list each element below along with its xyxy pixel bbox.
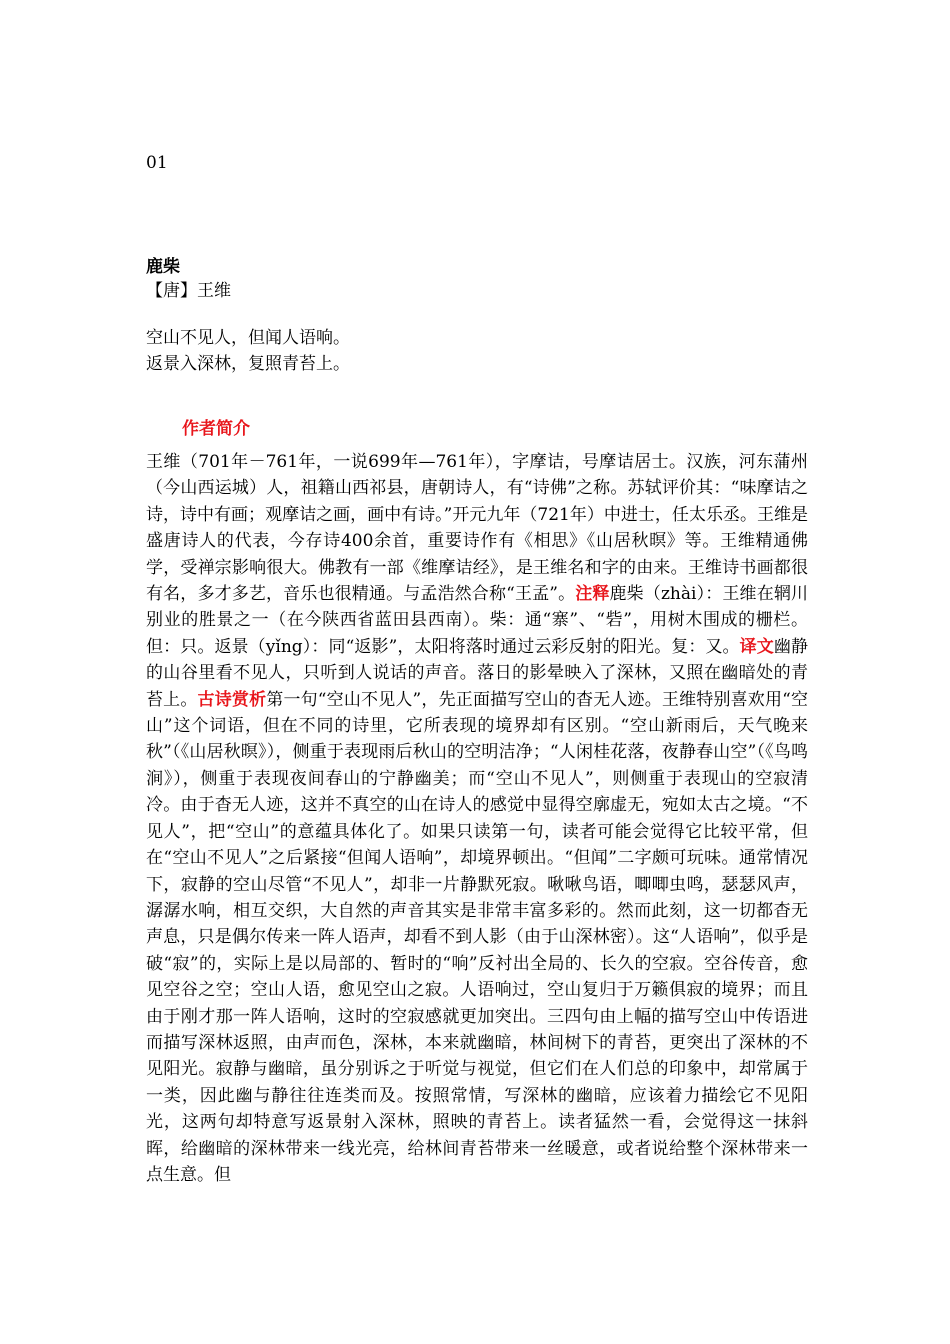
translation-label: 译文 — [739, 636, 774, 657]
poem-body — [146, 325, 350, 377]
translation-text: 幽静的山谷里看不见人，只听到人说话的声音。落日的影晕映入了深林，又照在幽暗处的青苔上。 — [146, 636, 809, 710]
poem-author: 【唐】王维 — [146, 281, 231, 301]
page-number: 01 — [146, 153, 168, 173]
author-intro-text: 王维（701年－761年，一说699年—761年），字摩诘，号摩诘居士。汉族，河东蒲州（今山西运城）人，祖籍山西祁县，唐朝诗人，有“诗佛”之称。苏轼评价其：“味摩诘之诗，诗中有画；观摩诘之画，画中有诗。”开元九年（721年）中进士，任太乐丞。王维是盛唐诗人的代表，今存诗400余首，重要诗作有《相思》《山居秋暝》等。王维精通佛学，受禅宗影响很大。佛教有一部《维摩诘经》，是王维名和字的由来。王维诗书画都很有名，多才多艺，音乐也很精通。与孟浩然合称“王孟”。 — [146, 452, 808, 605]
poem-title: 鹿柴 — [146, 257, 180, 277]
notes-label: 注释 — [575, 584, 610, 605]
notes-text: 鹿柴（zhài）：王维在辋川别业的胜景之一（在今陕西省蓝田县西南）。柴：通“寨”、“砦”，用树木围成的栅栏。但：只。返景（yǐng）：同“返影”，太阳将落时通过云彩反射的阳光。复：又。 — [146, 584, 808, 657]
poem-line: 返景入深林，复照青苔上。 — [146, 354, 350, 374]
author-intro-heading: 作者简介 — [182, 419, 250, 439]
appreciation-label: 古诗赏析 — [197, 689, 267, 710]
appreciation-text: 第一句“空山不见人”，先正面描写空山的杳无人迹。王维特别喜欢用“空山”这个词语，但在不同的诗里，它所表现的境界却有区别。“空山新雨后，天气晚来秋”（《山居秋暝》），侧重于表现雨后秋山的空明洁净；“人闲桂花落，夜静春山空”（《鸟鸣涧》），侧重于表现夜间春山的宁静幽美；而“空山不见人”，则侧重于表现山的空寂清冷。由于杳无人迹，这并不真空的山在诗人的感觉中显得空廓虚无，宛如太古之境。“不见人”，把“空山”的意蕴具体化了。如果只读第一句，读者可能会觉得它比较平常，但在“空山不见人”之后紧接“但闻人语响”，却境界顿出。“但闻”二字颇可玩味。通常情况下，寂静的空山尽管“不见人”，却非一片静默死寂。啾啾鸟语，唧唧虫鸣，瑟瑟风声，潺潺水响，相互交织，大自然的声音其实是非常丰富多彩的。然而此刻，这一切都杳无声息，只是偶尔传来一阵人语声，却看不到人影（由于山深林密）。这“人语响”，似乎是破“寂”的，实际上是以局部的、暂时的“响”反衬出全局的、长久的空寂。空谷传音，愈见空谷之空；空山人语，愈见空山之寂。人语响过，空山复归于万籁俱寂的境界；而且由于刚才那一阵人语响，这时的空寂感就更加突出。三四句由上幅的描写空山中传语进而描写深林返照，由声而色，深林，本来就幽暗，林间树下的青苔，更突出了深林的不见阳光。寂静与幽暗，虽分别诉之于听觉与视觉，但它们在人们总的印象中，却常属于一类，因此幽与静往往连类而及。按照常情，写深林的幽暗，应该着力描绘它不见阳光，这两句却特意写返景射入深林，照映的青苔上。读者猛然一看，会觉得这一抹斜晖，给幽暗的深林带来一线光亮，给林间青苔带来一丝暖意，或者说给整个深林带来一点生意。但 — [146, 689, 809, 1185]
article-body — [146, 449, 808, 1188]
poem-line: 空山不见人，但闻人语响。 — [146, 328, 350, 348]
